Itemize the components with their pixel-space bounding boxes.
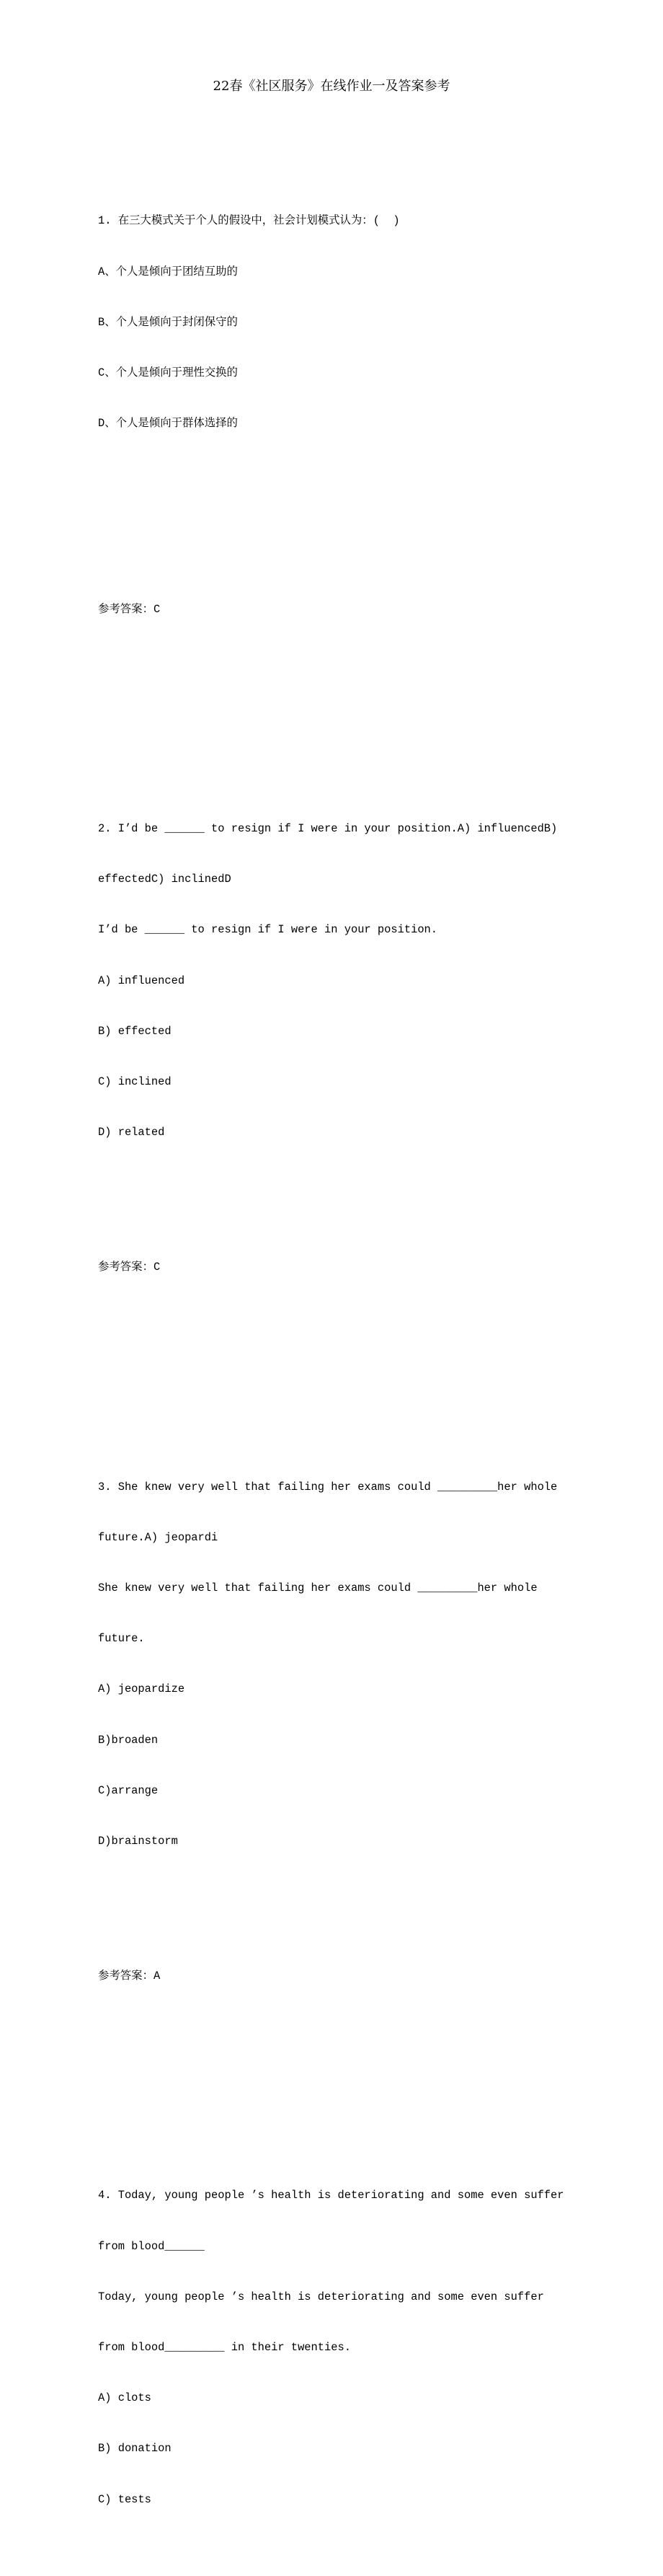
reference-answer: 参考答案：A: [98, 1970, 161, 1983]
question-1: [98, 180, 566, 467]
document-body: [98, 112, 566, 2576]
spacer: [98, 2070, 566, 2086]
question-text: She knew very well that failing her exams could _________her whole: [98, 1581, 538, 1594]
option-c: C) inclined: [98, 1075, 172, 1088]
question-stem: 4. Today, young people ’s health is deteriorating and some even suffer: [98, 2189, 564, 2202]
spacer: [98, 550, 566, 567]
question-4: [98, 2154, 566, 2542]
option-a: A、个人是倾向于团结互助的: [98, 265, 238, 278]
question-text: I’d be ______ to resign if I were in your position.: [98, 923, 438, 937]
spacer: [98, 652, 566, 669]
option-d: D)brainstorm: [98, 1835, 178, 1848]
question-text: Today, young people ’s health is deteriorating and some even suffer: [98, 2290, 544, 2303]
option-c: C) tests: [98, 2492, 151, 2506]
question-stem: from blood______: [98, 2239, 205, 2253]
option-a: A) jeopardize: [98, 1682, 185, 1696]
spacer: [98, 1361, 566, 1377]
option-d: D) related: [98, 1126, 165, 1139]
spacer: [98, 1310, 566, 1327]
question-stem: future.A) jeopardi: [98, 1530, 218, 1544]
spacer: [98, 500, 566, 516]
option-a: A) clots: [98, 2391, 151, 2405]
reference-answer: 参考答案：C: [98, 602, 161, 616]
reference-answer: 参考答案：C: [98, 1261, 161, 1274]
question-stem: 2. I’d be ______ to resign if I were in your position.A) influencedB): [98, 821, 558, 835]
question-text: from blood_________ in their twenties.: [98, 2341, 351, 2355]
option-b: B)broaden: [98, 1733, 159, 1747]
option-d: D、个人是倾向于群体选择的: [98, 417, 238, 431]
option-c: C)arrange: [98, 1783, 159, 1797]
spacer: [98, 2019, 566, 2035]
question-text: future.: [98, 1632, 145, 1646]
option-b: B) donation: [98, 2442, 172, 2456]
page-title: 22春《社区服务》在线作业一及答案参考: [213, 79, 450, 94]
option-b: B、个人是倾向于封闭保守的: [98, 315, 238, 329]
question-stem: 3. She knew very well that failing her exams could _________her whole: [98, 1480, 558, 1494]
option-c: C、个人是倾向于理性交换的: [98, 366, 238, 380]
question-stem: effectedC) inclinedD: [98, 873, 231, 886]
question-3: [98, 1445, 566, 1884]
question-2: [98, 787, 566, 1175]
question-stem: 1. 在三大模式关于个人的假设中，社会计划模式认为：( ): [98, 214, 400, 228]
option-a: A) influenced: [98, 974, 185, 987]
option-b: B) effected: [98, 1024, 172, 1038]
spacer: [98, 702, 566, 719]
spacer: [98, 1918, 566, 1934]
spacer: [98, 1209, 566, 1225]
